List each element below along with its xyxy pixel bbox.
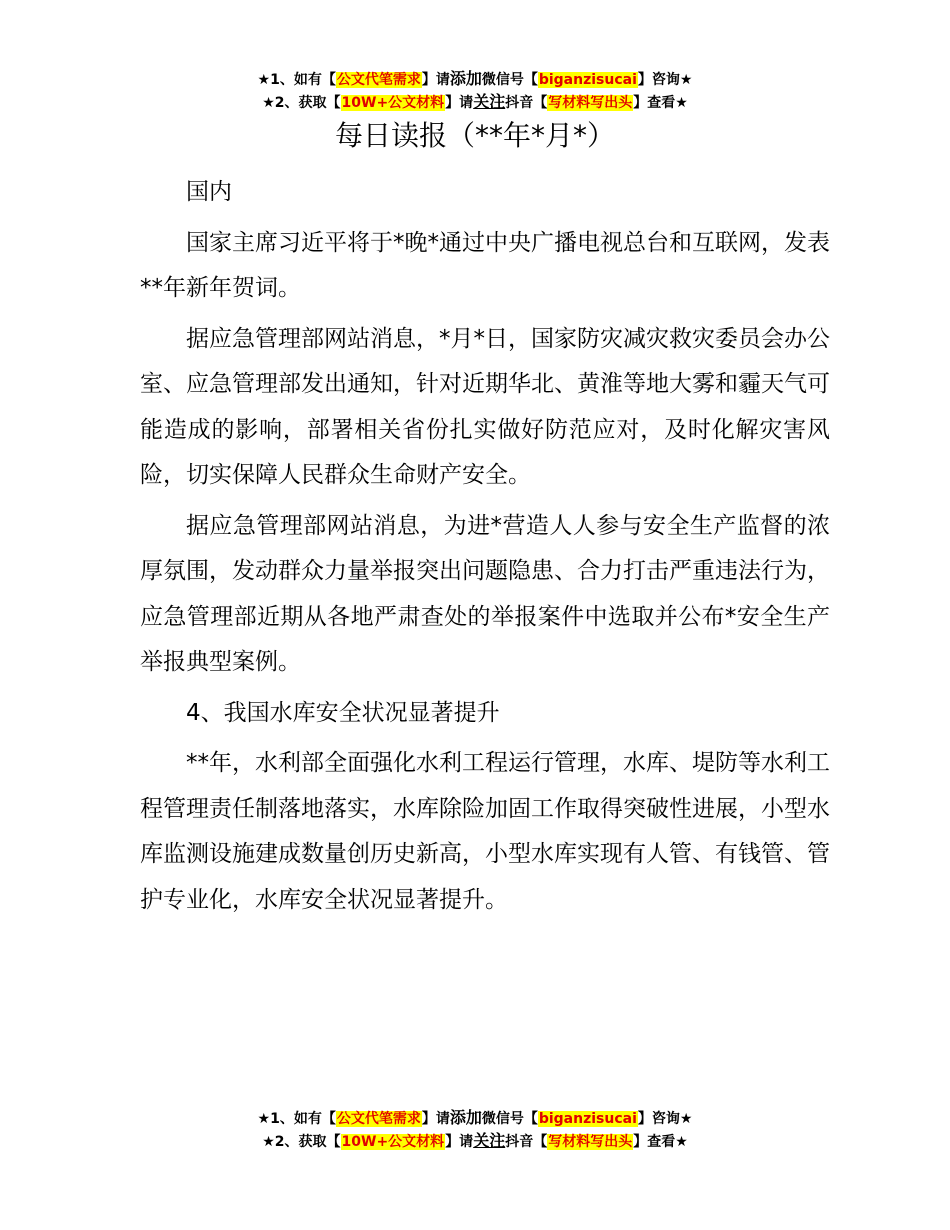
banner-text: 抖音【 [505,95,548,111]
banner-text: 】咨询★ [637,1111,693,1127]
highlight-materials: 10W+公文材料 [341,95,445,111]
paragraph: **年，水利部全面强化水利工程运行管理，水库、堤防等水利工程管理责任制落地落实，水库除险加固工作取得突破性进展，小型水库监测设施建成数量创历史新高，小型水库实现有人管、有钱管、管护专业化，水库安全状况显著提升。 [140,750,830,913]
banner-text: ★1、如有【 [257,1111,336,1127]
banner-text: 微信号【 [481,72,538,88]
banner-text: 】请 [445,95,474,111]
header-banner [0,68,950,114]
document-title: 每日读报（**年*月*） [334,119,615,152]
banner-text: 】查看★ [633,95,688,111]
document-body [140,170,830,928]
banner-text: 】咨询★ [637,72,693,88]
banner-text-emphasis: 关注 [473,92,506,111]
paragraph: 国家主席习近平将于*晚*通过中央广播电视总台和互联网，发表**年新年贺词。 [140,229,830,301]
banner-line-1 [0,68,950,91]
highlight-douyin: 写材料写出头 [548,1134,633,1150]
paragraph-item-heading: 4、我国水库安全状况显著提升 [186,699,500,726]
highlight-ghostwriting: 公文代笔需求 [336,72,421,88]
footer-banner [0,1107,950,1153]
banner-text: 】请 [445,1134,474,1150]
banner-text: 】查看★ [633,1134,688,1150]
paragraph: 据应急管理部网站消息，*月*日，国家防灾减灾救灾委员会办公室、应急管理部发出通知，针对近期华北、黄淮等地大雾和霾天气可能造成的影响，部署相关省份扎实做好防范应对，及时化解灾害风险，切实保障人民群众生命财产安全。 [140,325,830,488]
banner-text: 】请 [421,72,450,88]
highlight-wechat-id: biganzisucai [538,1111,637,1127]
banner-text-emphasis: 关注 [473,1131,506,1150]
highlight-ghostwriting: 公文代笔需求 [336,1111,421,1127]
paragraph-section-heading: 国内 [186,179,232,205]
banner-line-1 [0,1107,950,1130]
banner-text: ★1、如有【 [257,72,336,88]
banner-line-2 [0,91,950,114]
banner-text-emphasis: 添加 [449,1108,482,1127]
banner-text: 微信号【 [481,1111,538,1127]
banner-line-2 [0,1130,950,1153]
banner-text: ★2、获取【 [262,1134,341,1150]
paragraph: 据应急管理部网站消息，为进*营造人人参与安全生产监督的浓厚氛围，发动群众力量举报突出问题隐患、合力打击严重违法行为，应急管理部近期从各地严肃查处的举报案件中选取并公布*安全生产举报典型案例。 [140,512,830,675]
highlight-douyin: 写材料写出头 [548,95,633,111]
banner-text: ★2、获取【 [262,95,341,111]
highlight-wechat-id: biganzisucai [538,72,637,88]
highlight-materials: 10W+公文材料 [341,1134,445,1150]
banner-text-emphasis: 添加 [449,69,482,88]
banner-text: 】请 [421,1111,450,1127]
banner-text: 抖音【 [505,1134,548,1150]
